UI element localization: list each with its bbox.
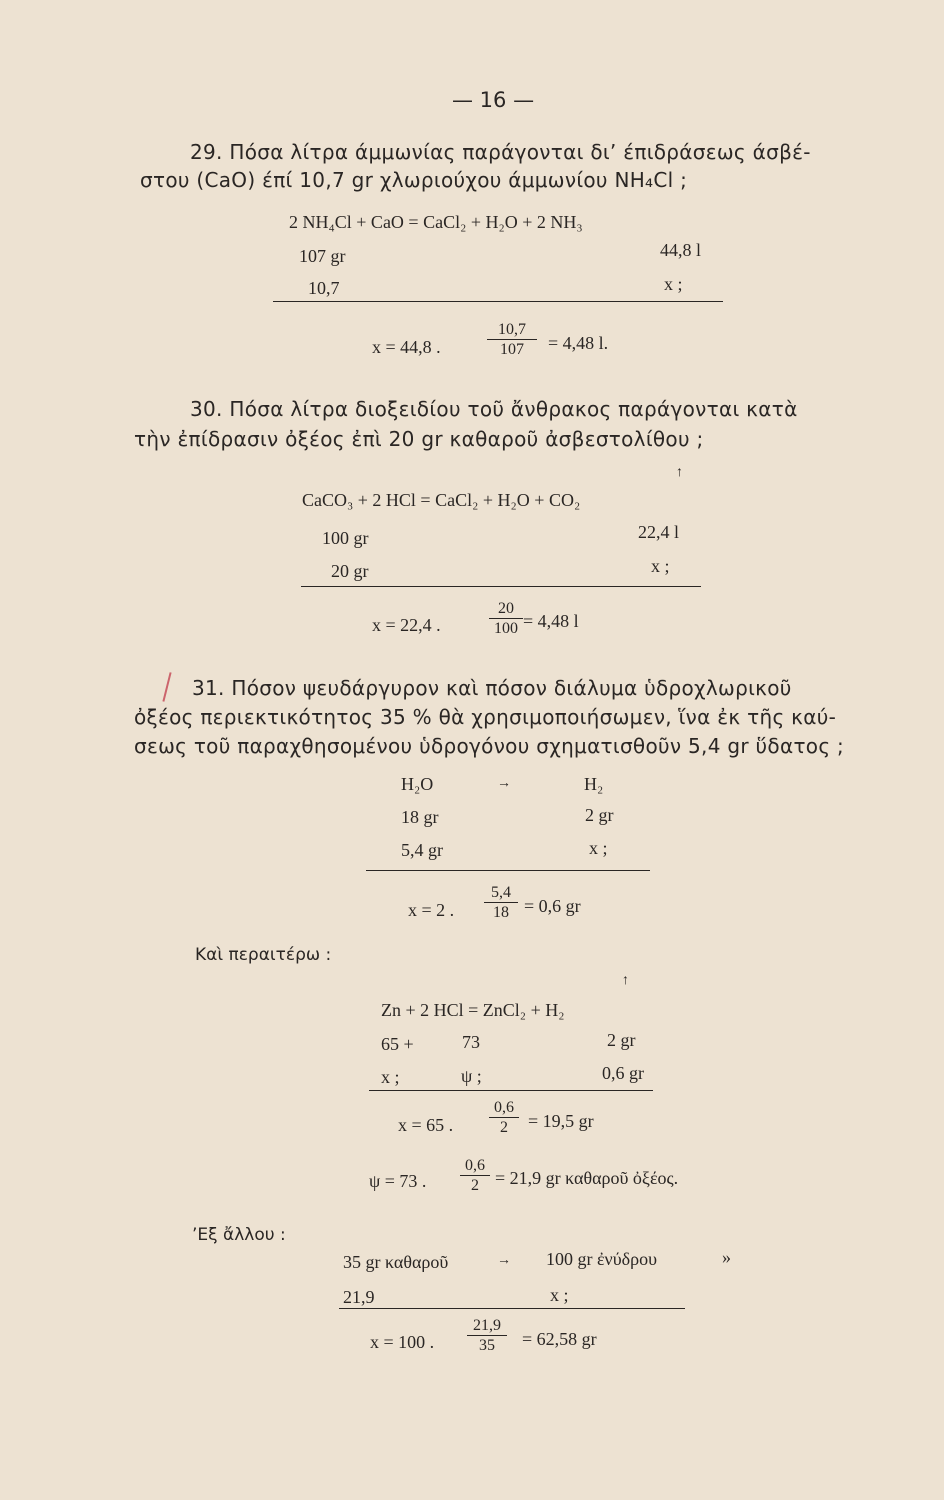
problem-31-t2-calc2-denominator: 2 bbox=[471, 1177, 479, 1194]
problem-31-t1-row1-right: 2 gr bbox=[585, 805, 614, 825]
problem-31-t3-row1-right: 100 gr ἐνύδρου bbox=[546, 1249, 657, 1269]
problem-31-t2-row1-c: 2 gr bbox=[607, 1030, 636, 1050]
problem-31-t3-row1-left: 35 gr καθαροῦ bbox=[343, 1252, 449, 1272]
problem-30-text-line-1: 30. Πόσα λίτρα διοξειδίου τοῦ ἄνθρακος παράγονται κατὰ bbox=[190, 397, 798, 421]
problem-29-row2-left: 10,7 bbox=[308, 278, 340, 298]
problem-31-t2-calc1-lhs: x = 65 . bbox=[398, 1115, 454, 1135]
problem-29-calc-rhs: = 4,48 l. bbox=[548, 333, 609, 353]
problem-31-t2-equation: Zn + 2 HCl = ZnCl₂ + H₂ bbox=[381, 1000, 565, 1020]
problem-31-t2-rule bbox=[369, 1090, 653, 1091]
yields-arrow-icon: → bbox=[497, 776, 511, 791]
problem-31-t2-calc1-numerator: 0,6 bbox=[489, 1098, 519, 1118]
problem-31-t3-rule bbox=[339, 1308, 685, 1309]
problem-29-row1-right: 44,8 l bbox=[660, 240, 702, 260]
problem-31-t1-row2-left: 5,4 gr bbox=[401, 840, 443, 860]
problem-30-text-line-2: τὴν ἐπίδρασιν ὀξέος ἐπὶ 20 gr καθαροῦ ἀσβεστολίθου ; bbox=[134, 427, 704, 451]
problem-31-t2-calc1-denominator: 2 bbox=[500, 1119, 508, 1136]
problem-30-row2-right: x ; bbox=[651, 556, 670, 576]
problem-29-text-line-1: 29. Πόσα λίτρα άμμωνίας παράγονται δι’ έπιδράσεως άσβέ- bbox=[190, 140, 811, 164]
problem-30-fraction bbox=[489, 599, 523, 638]
page-number: — 16 — bbox=[452, 88, 535, 112]
problem-30-calc-lhs: x = 22,4 . bbox=[372, 615, 441, 635]
problem-31-t2-row2-b: ψ ; bbox=[461, 1066, 482, 1086]
problem-29-text-line-2: στου (CaO) έπί 10,7 gr χλωριούχου άμμωνίου NH₄Cl ; bbox=[140, 168, 688, 192]
problem-31-t2-row2-a: x ; bbox=[381, 1067, 400, 1087]
problem-29-calc-lhs: x = 44,8 . bbox=[372, 337, 441, 357]
problem-31-t1-header-right: H₂ bbox=[584, 774, 604, 794]
problem-31-text-line-1: 31. Πόσον ψευδάργυρον καὶ πόσον διάλυμα ὑδροχλωρικοῦ bbox=[192, 676, 792, 700]
problem-30-row2-left: 20 gr bbox=[331, 561, 369, 581]
problem-31-t3-calc-rhs: = 62,58 gr bbox=[522, 1329, 597, 1349]
problem-31-t1-row2-right: x ; bbox=[589, 838, 608, 858]
problem-31-t2-calc2-fraction bbox=[460, 1156, 490, 1195]
problem-30-equation: CaCO₃ + 2 HCl = CaCl₂ + H₂O + CO₂ bbox=[302, 490, 581, 510]
problem-31-t2-calc1-fraction bbox=[489, 1098, 519, 1137]
problem-31-t1-fraction bbox=[484, 883, 518, 922]
problem-31-text-line-2: ὀξέος περιεκτικότητος 35 % θὰ χρησιμοποιήσωμεν, ἵνα ἐκ τῆς καύ- bbox=[134, 705, 837, 729]
problem-31-t1-calc-rhs: = 0,6 gr bbox=[524, 896, 581, 916]
problem-29-row2-right: x ; bbox=[664, 274, 683, 294]
problem-31-t2-row1-b: 73 bbox=[462, 1032, 480, 1052]
problem-31-t3-calc-lhs: x = 100 . bbox=[370, 1332, 435, 1352]
problem-31-t1-header-left: H₂O bbox=[401, 774, 434, 794]
problem-31-t2-calc2-numerator: 0,6 bbox=[460, 1156, 490, 1176]
further-label: Καὶ περαιτέρω : bbox=[195, 945, 332, 965]
problem-31-t1-fraction-numerator: 5,4 bbox=[484, 883, 518, 903]
gas-release-up-arrow-icon: ↑ bbox=[676, 465, 683, 480]
problem-30-fraction-numerator: 20 bbox=[489, 599, 523, 619]
problem-31-t1-fraction-denominator: 18 bbox=[493, 904, 509, 921]
problem-31-t3-fraction bbox=[467, 1316, 507, 1355]
problem-30-row1-left: 100 gr bbox=[322, 528, 369, 548]
problem-29-row1-left: 107 gr bbox=[299, 246, 346, 266]
problem-30-rule bbox=[301, 586, 701, 587]
problem-31-t1-rule bbox=[366, 870, 650, 871]
problem-31-t3-fraction-numerator: 21,9 bbox=[467, 1316, 507, 1336]
problem-31-t3-row1-ditto: » bbox=[722, 1247, 731, 1267]
problem-31-t3-row2-right: x ; bbox=[550, 1285, 569, 1305]
yields-arrow-icon: → bbox=[497, 1253, 511, 1268]
problem-31-t1-row1-left: 18 gr bbox=[401, 807, 439, 827]
problem-29-rule bbox=[273, 301, 723, 302]
problem-31-t2-row2-c: 0,6 gr bbox=[602, 1063, 644, 1083]
problem-30-calc-rhs: = 4,48 l bbox=[523, 611, 579, 631]
problem-31-text-line-3: σεως τοῦ παραχθησομένου ὑδρογόνου σχηματισθοῦν 5,4 gr ὕδατος ; bbox=[134, 734, 845, 758]
problem-30-fraction-denominator: 100 bbox=[494, 620, 518, 637]
problem-31-t3-fraction-denominator: 35 bbox=[479, 1337, 495, 1354]
problem-31-t2-calc2-lhs: ψ = 73 . bbox=[369, 1171, 427, 1191]
problem-31-t2-row1-a: 65 + bbox=[381, 1034, 414, 1054]
problem-31-t1-calc-lhs: x = 2 . bbox=[408, 900, 455, 920]
margin-pencil-mark bbox=[162, 672, 171, 702]
problem-31-t2-calc2-rhs: = 21,9 gr καθαροῦ ὀξέος. bbox=[495, 1168, 679, 1188]
problem-29-fraction bbox=[487, 320, 537, 359]
other-label: ’Εξ ἄλλου : bbox=[192, 1225, 286, 1245]
problem-29-fraction-numerator: 10,7 bbox=[487, 320, 537, 340]
problem-29-equation: 2 NH₄Cl + CaO = CaCl₂ + H₂O + 2 NH₃ bbox=[289, 212, 583, 232]
problem-31-t3-row2-left: 21,9 bbox=[343, 1287, 375, 1307]
hydrogen-release-up-arrow-icon: ↑ bbox=[622, 973, 629, 988]
problem-30-row1-right: 22,4 l bbox=[638, 522, 680, 542]
problem-31-t2-calc1-rhs: = 19,5 gr bbox=[528, 1111, 594, 1131]
problem-29-fraction-denominator: 107 bbox=[500, 341, 524, 358]
